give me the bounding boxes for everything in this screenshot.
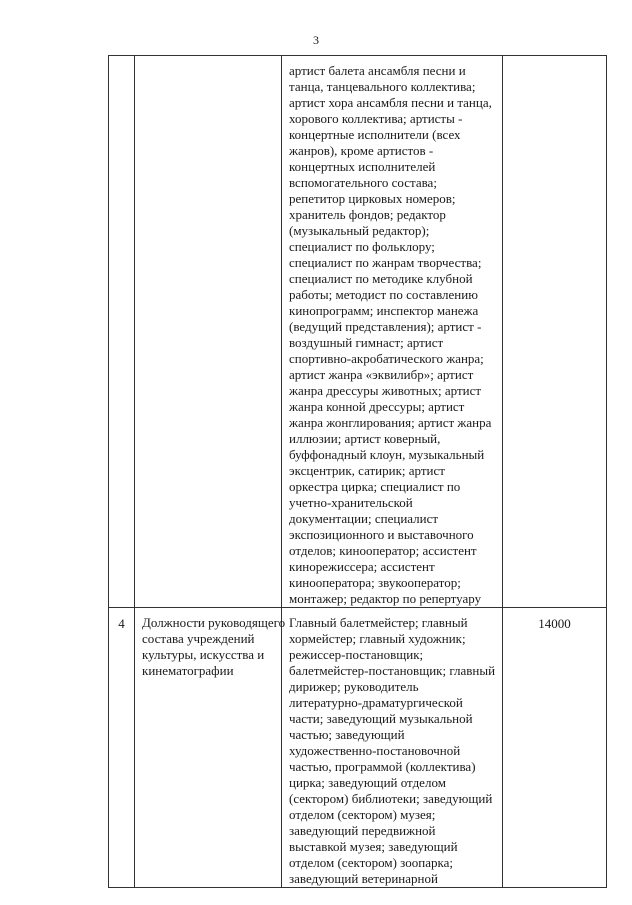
positions-list-cell: [282, 608, 503, 888]
position-line: отделом (сектором) музея;: [289, 807, 436, 822]
position-line: части; заведующий музыкальной: [289, 711, 473, 726]
position-line: документации; специалист: [289, 511, 439, 526]
group-line: культуры, искусства и: [142, 647, 265, 662]
position-line: (музыкальный редактор);: [289, 223, 430, 238]
position-group-cell: [135, 608, 286, 888]
position-line: частью; заведующий: [289, 727, 405, 742]
position-line: хорового коллектива; артисты -: [289, 111, 463, 126]
position-line: оркестра цирка; специалист по: [289, 479, 461, 494]
position-line: литературно-драматургической: [289, 695, 463, 710]
position-line: жанра дрессуры животных; артист: [289, 383, 482, 398]
position-group-cell: [135, 56, 282, 608]
group-line: Должности руководящего: [142, 615, 286, 630]
position-line: специалист по жанрам творчества;: [289, 255, 482, 270]
position-line: буффонадный клоун, музыкальный: [289, 447, 485, 462]
position-line: монтажер; редактор по репертуару: [289, 591, 482, 606]
salary-cell: [503, 56, 607, 608]
group-line: состава учреждений: [142, 631, 255, 646]
position-line: артист жанра «эквилибр»; артист: [289, 367, 474, 382]
row-number-cell: [109, 56, 135, 608]
position-line: балетмейстер-постановщик; главный: [289, 663, 496, 678]
position-line: заведующий ветеринарной: [289, 871, 438, 886]
group-line: кинематографии: [142, 663, 234, 678]
row-number-cell: 4: [109, 608, 135, 888]
position-line: жанра конной дрессуры; артист: [289, 399, 465, 414]
positions-table: [108, 55, 607, 888]
position-line: дирижер; руководитель: [289, 679, 419, 694]
position-line: работы; методист по составлению: [289, 287, 478, 302]
position-line: концертных исполнителей: [289, 159, 436, 174]
position-line: спортивно-акробатического жанра;: [289, 351, 484, 366]
position-line: вспомогательного состава;: [289, 175, 437, 190]
position-line: хормейстер; главный художник;: [289, 631, 466, 646]
position-line: концертные исполнители (всех: [289, 127, 461, 142]
position-line: художественно-постановочной: [289, 743, 461, 758]
table-row-continuation: [109, 56, 607, 608]
position-line: отделом (сектором) зоопарка;: [289, 855, 453, 870]
position-line: хранитель фондов; редактор: [289, 207, 446, 222]
position-line: воздушный гимнаст; артист: [289, 335, 444, 350]
position-line: танца, танцевального коллектива;: [289, 79, 476, 94]
position-line: эксцентрик, сатирик; артист: [289, 463, 445, 478]
position-line: кинопрограмм; инспектор манежа: [289, 303, 479, 318]
position-line: заведующий передвижной: [289, 823, 436, 838]
position-line: артист хора ансамбля песни и танца,: [289, 95, 492, 110]
position-line: артист балета ансамбля песни и: [289, 63, 466, 78]
position-line: жанров), кроме артистов -: [289, 143, 434, 158]
position-line: кинооператора; звукооператор;: [289, 575, 461, 590]
position-line: (сектором) библиотеки; заведующий: [289, 791, 493, 806]
position-line: специалист по методике клубной: [289, 271, 473, 286]
position-line: Главный балетмейстер; главный: [289, 615, 468, 630]
position-line: частью, программой (коллектива): [289, 759, 476, 774]
position-line: выставкой музея; заведующий: [289, 839, 458, 854]
page-number: 3: [313, 33, 319, 47]
position-line: отделов; кинооператор; ассистент: [289, 543, 477, 558]
position-line: учетно-хранительской: [289, 495, 413, 510]
table-row-4: [109, 608, 607, 888]
position-line: режиссер-постановщик;: [289, 647, 424, 662]
position-line: экспозиционного и выставочного: [289, 527, 474, 542]
position-line: специалист по фольклору;: [289, 239, 435, 254]
position-line: репетитор цирковых номеров;: [289, 191, 456, 206]
positions-list-cell: [282, 56, 503, 608]
salary-cell: 14000: [503, 608, 607, 888]
position-line: кинорежиссера; ассистент: [289, 559, 435, 574]
position-line: (ведущий представления); артист -: [289, 319, 482, 334]
position-line: цирка; заведующий отделом: [289, 775, 446, 790]
position-line: иллюзии; артист коверный,: [289, 431, 441, 446]
position-line: жанра жонглирования; артист жанра: [289, 415, 492, 430]
